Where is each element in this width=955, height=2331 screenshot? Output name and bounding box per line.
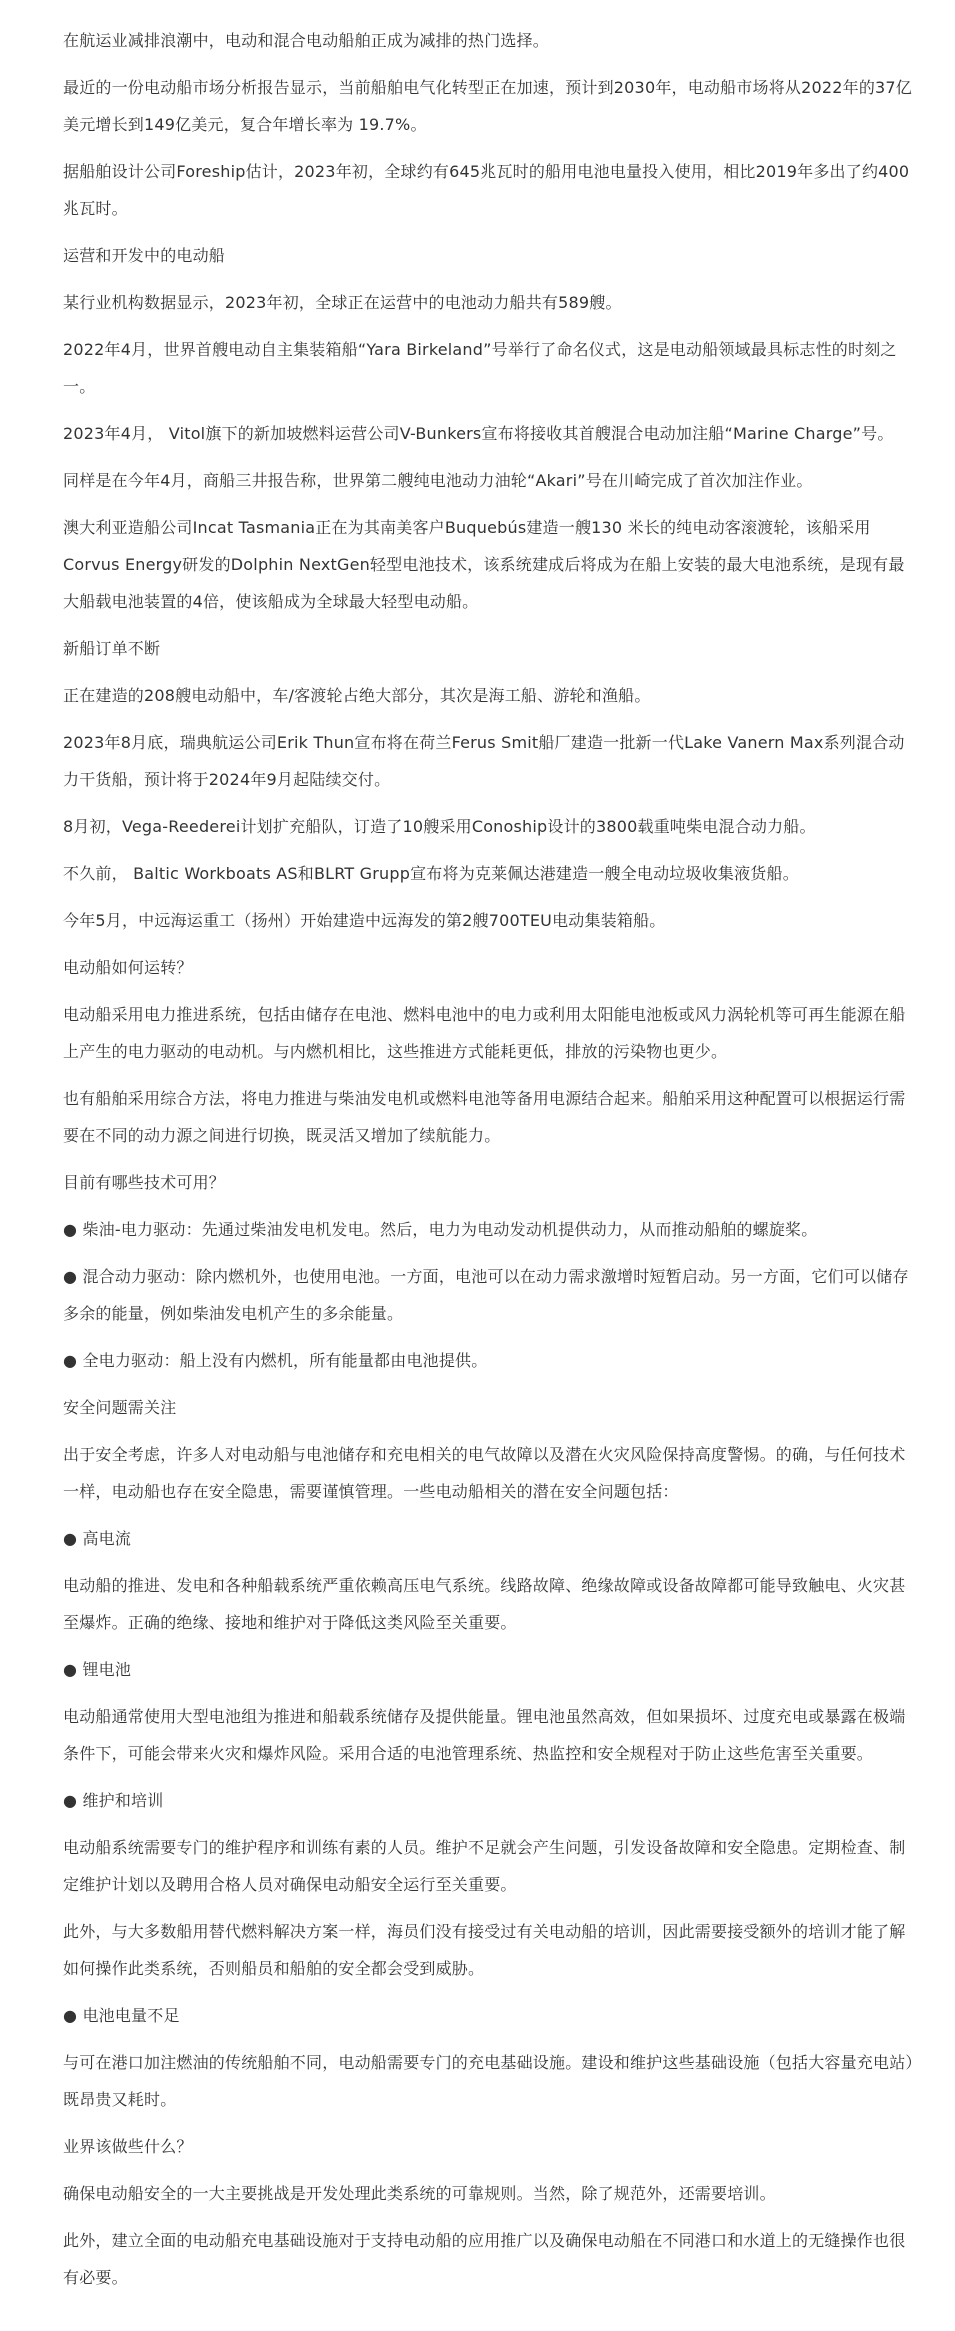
subheading-high-current: ● 高电流: [63, 1529, 132, 1548]
section-heading-safety: 安全问题需关注: [63, 1398, 177, 1417]
paragraph-incat: 澳大利亚造船公司Incat Tasmania正在为其南美客户Buquebús建造一艘130 米长的纯电动客滚渡轮，该船采用Corvus Energy研发的Dolphin NextGen轻型电池技术，该系统建成后将成为在船上安装的最大电池系统，是现有最大船载电池装置的4倍，使该船成为全球最大轻型电动船。: [63, 518, 905, 611]
list-item-hybrid: ● 混合动力驱动：除内燃机外，也使用电池。一方面，电池可以在动力需求激增时短暂启动。另一方面，它们可以储存多余的能量，例如柴油发电机产生的多余能量。: [63, 1267, 909, 1323]
paragraph-cosco: 今年5月，中远海运重工（扬州）开始建造中远海发的第2艘700TEU电动集装箱船。: [63, 911, 666, 930]
paragraph-208-ships: 正在建造的208艘电动船中，车/客渡轮占绝大部分，其次是海工船、游轮和渔船。: [63, 686, 651, 705]
section-heading-operating: 运营和开发中的电动船: [63, 246, 226, 265]
paragraph-589-ships: 某行业机构数据显示，2023年初，全球正在运营中的电池动力船共有589艘。: [63, 293, 622, 312]
section-heading-technologies: 目前有哪些技术可用？: [63, 1173, 226, 1192]
section-heading-how-it-works: 电动船如何运转？: [63, 958, 193, 977]
subheading-low-battery: ● 电池电量不足: [63, 2006, 180, 2025]
paragraph-charging-network: 此外，建立全面的电动船充电基础设施对于支持电动船的应用推广以及确保电动船在不同港口和水道上的无缝操作也很有必要。: [63, 2231, 906, 2287]
paragraph-intro: 在航运业减排浪潮中，电动和混合电动船舶正成为减排的热门选择。: [63, 31, 550, 50]
section-heading-industry-actions: 业界该做些什么？: [63, 2137, 193, 2156]
paragraph-baltic-workboats: 不久前， Baltic Workboats AS和BLRT Grupp宣布将为克莱佩达港建造一艘全电动垃圾收集液货船。: [63, 864, 799, 883]
paragraph-training: 此外，与大多数船用替代燃料解决方案一样，海员们没有接受过有关电动船的培训，因此需要接受额外的培训才能了解如何操作此类系统，否则船员和船舶的安全都会受到威胁。: [63, 1922, 906, 1978]
paragraph-safety-intro: 出于安全考虑，许多人对电动船与电池储存和充电相关的电气故障以及潜在火灾风险保持高度警惕。的确，与任何技术一样，电动船也存在安全隐患，需要谨慎管理。一些电动船相关的潜在安全问题包括：: [63, 1445, 906, 1501]
section-heading-orders: 新船订单不断: [63, 639, 161, 658]
paragraph-akari: 同样是在今年4月，商船三井报告称，世界第二艘纯电池动力油轮“Akari”号在川崎完成了首次加注作业。: [63, 471, 813, 490]
paragraph-foreship: 据船舶设计公司Foreship估计，2023年初，全球约有645兆瓦时的船用电池电量投入使用，相比2019年多出了约400 兆瓦时。: [63, 162, 910, 218]
paragraph-charging-infrastructure: 与可在港口加注燃油的传统船舶不同，电动船需要专门的充电基础设施。建设和维护这些基础设施（包括大容量充电站）既昂贵又耗时。: [63, 2053, 914, 2109]
paragraph-rules-training: 确保电动船安全的一大主要挑战是开发处理此类系统的可靠规则。当然，除了规范外，还需要培训。: [63, 2184, 776, 2203]
paragraph-high-current: 电动船的推进、发电和各种船载系统严重依赖高压电气系统。线路故障、绝缘故障或设备故障都可能导致触电、火灾甚至爆炸。正确的绝缘、接地和维护对于降低这类风险至关重要。: [63, 1576, 906, 1632]
list-item-full-electric: ● 全电力驱动：船上没有内燃机，所有能量都由电池提供。: [63, 1351, 488, 1370]
paragraph-market-report: 最近的一份电动船市场分析报告显示，当前船舶电气化转型正在加速，预计到2030年，电动船市场将从2022年的37亿美元增长到149亿美元，复合年增长率为 19.7%。: [63, 78, 912, 134]
paragraph-lithium-battery: 电动船通常使用大型电池组为推进和船载系统储存及提供能量。锂电池虽然高效，但如果损坏、过度充电或暴露在极端条件下，可能会带来火灾和爆炸风险。采用合适的电池管理系统、热监控和安全规程对于防止这些危害至关重要。: [63, 1707, 906, 1763]
subheading-lithium-battery: ● 锂电池: [63, 1660, 132, 1679]
list-item-diesel-electric: ● 柴油-电力驱动：先通过柴油发电机发电。然后，电力为电动发动机提供动力，从而推动船舶的螺旋桨。: [63, 1220, 818, 1239]
paragraph-erik-thun: 2023年8月底，瑞典航运公司Erik Thun宣布将在荷兰Ferus Smit船厂建造一批新一代Lake Vanern Max系列混合动力干货船，预计将于2024年9月起陆续交付。: [63, 733, 905, 789]
paragraph-electric-propulsion: 电动船采用电力推进系统，包括由储存在电池、燃料电池中的电力或利用太阳能电池板或风力涡轮机等可再生能源在船上产生的电力驱动的电动机。与内燃机相比，这些推进方式能耗更低，排放的污染物也更少。: [63, 1005, 906, 1061]
paragraph-hybrid-approach: 也有船舶采用综合方法，将电力推进与柴油发电机或燃料电池等备用电源结合起来。船舶采用这种配置可以根据运行需要在不同的动力源之间进行切换，既灵活又增加了续航能力。: [63, 1089, 906, 1145]
paragraph-vega-reederei: 8月初，Vega-Reederei计划扩充船队，订造了10艘采用Conoship设计的3800载重吨柴电混合动力船。: [63, 817, 816, 836]
paragraph-marine-charge: 2023年4月， Vitol旗下的新加坡燃料运营公司V-Bunkers宣布将接收其首艘混合电动加注船“Marine Charge”号。: [63, 424, 894, 443]
subheading-maintenance: ● 维护和培训: [63, 1791, 164, 1810]
paragraph-yara-birkeland: 2022年4月，世界首艘电动自主集装箱船“Yara Birkeland”号举行了命名仪式，这是电动船领域最具标志性的时刻之一。: [63, 340, 897, 396]
paragraph-maintenance: 电动船系统需要专门的维护程序和训练有素的人员。维护不足就会产生问题，引发设备故障和安全隐患。定期检查、制定维护计划以及聘用合格人员对确保电动船安全运行至关重要。: [63, 1838, 906, 1894]
